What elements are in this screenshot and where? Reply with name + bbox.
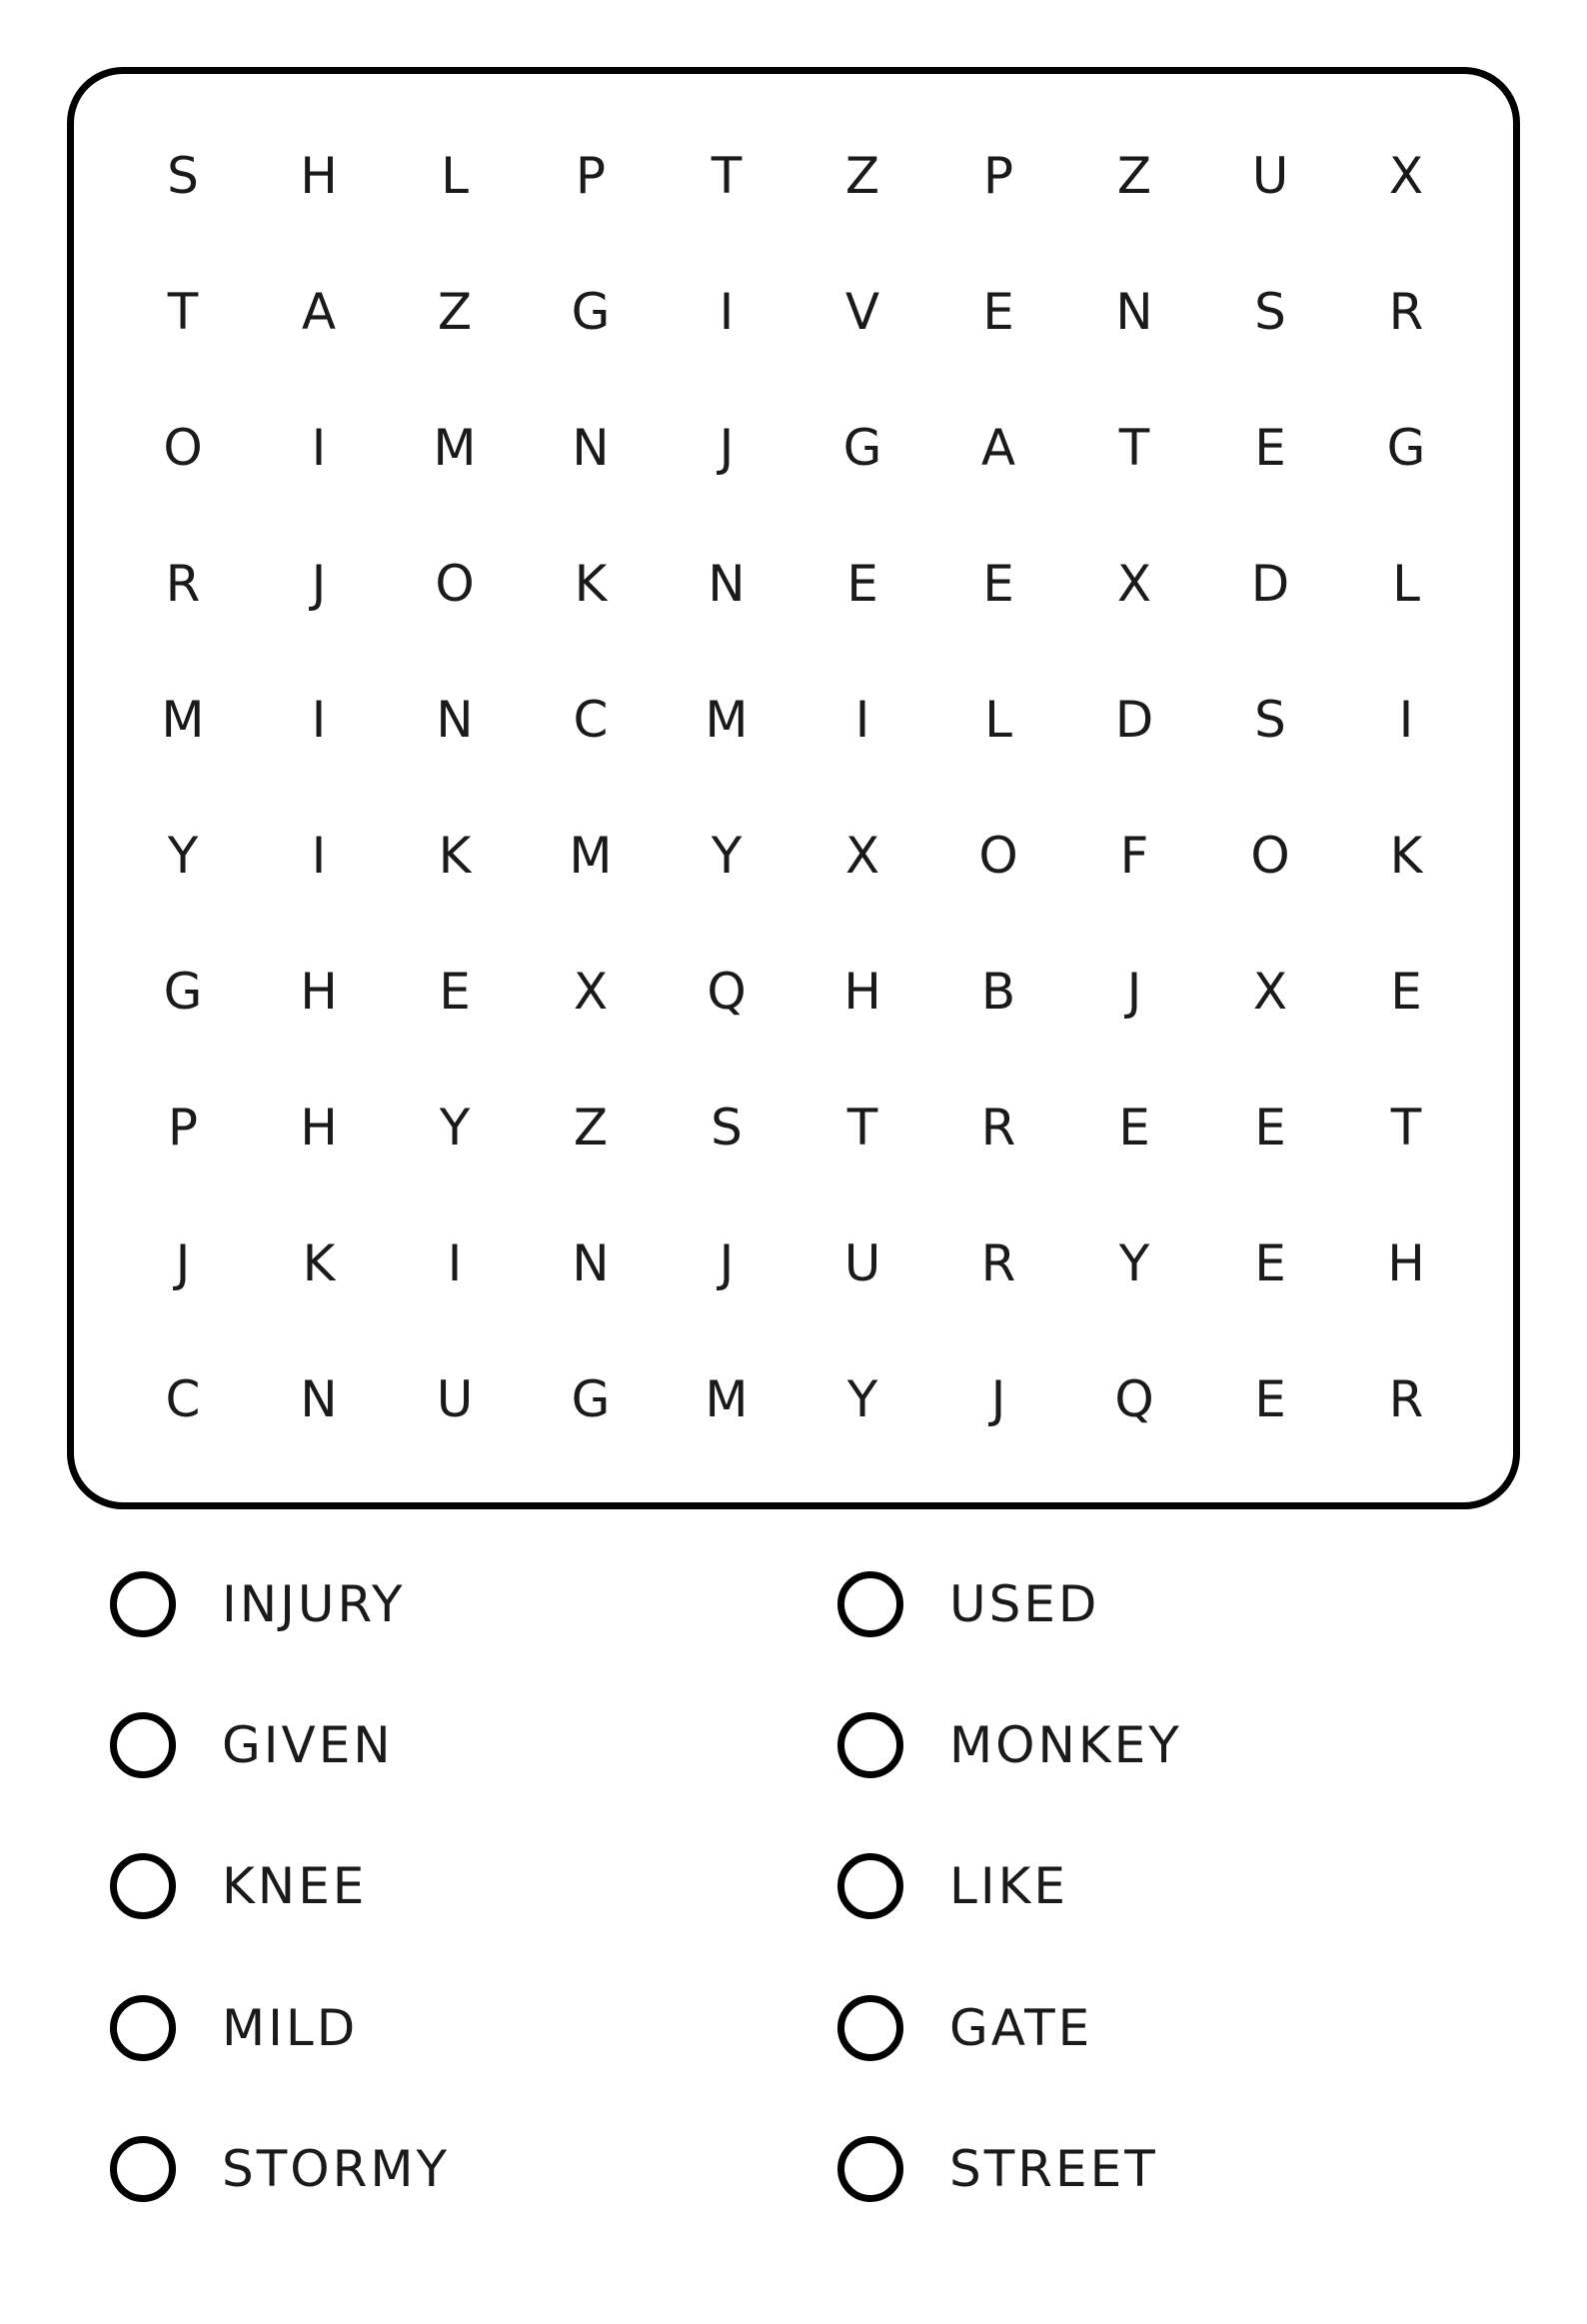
grid-letter-r1-c5[interactable]: T — [711, 147, 743, 205]
grid-letter-r8-c2[interactable]: H — [300, 1099, 338, 1157]
word-checkbox[interactable] — [837, 1853, 903, 1919]
grid-letter-r8-c10[interactable]: T — [1390, 1099, 1422, 1157]
grid-letter-r1-c3[interactable]: L — [441, 147, 469, 205]
grid-letter-r10-c10[interactable]: R — [1388, 1370, 1424, 1428]
grid-letter-r4-c9[interactable]: D — [1250, 555, 1290, 613]
letter-grid — [115, 108, 1474, 1467]
grid-letter-r7-c2[interactable]: H — [300, 963, 338, 1021]
grid-letter-r6-c10[interactable]: K — [1389, 827, 1423, 885]
grid-letter-r2-c5[interactable]: I — [719, 283, 735, 341]
word-label: LIKE — [949, 1857, 1068, 1915]
word-checkbox[interactable] — [837, 1571, 903, 1637]
grid-letter-r10-c4[interactable]: G — [571, 1370, 611, 1428]
grid-letter-r1-c8[interactable]: Z — [1116, 147, 1152, 205]
word-item[interactable] — [837, 1700, 1182, 1790]
grid-letter-r8-c3[interactable]: Y — [439, 1099, 471, 1157]
grid-letter-r7-c5[interactable]: Q — [707, 963, 747, 1021]
grid-letter-r10-c6[interactable]: Y — [846, 1370, 878, 1428]
grid-letter-r7-c7[interactable]: B — [980, 963, 1016, 1021]
grid-letter-r8-c7[interactable]: R — [980, 1099, 1016, 1157]
word-label: STORMY — [222, 2140, 451, 2198]
grid-letter-r3-c1[interactable]: O — [163, 419, 203, 477]
grid-letter-r1-c7[interactable]: P — [982, 147, 1014, 205]
grid-letter-r3-c6[interactable]: G — [842, 419, 882, 477]
word-label: KNEE — [222, 1857, 368, 1915]
word-label: MONKEY — [949, 1716, 1182, 1774]
grid-letter-r5-c4[interactable]: C — [573, 691, 609, 749]
grid-letter-r6-c7[interactable]: O — [978, 827, 1018, 885]
grid-letter-r9-c2[interactable]: K — [302, 1234, 336, 1292]
grid-letter-r5-c9[interactable]: S — [1254, 691, 1286, 749]
grid-letter-r4-c10[interactable]: L — [1392, 555, 1420, 613]
grid-letter-r9-c1[interactable]: J — [175, 1234, 191, 1292]
grid-letter-r1-c1[interactable]: S — [167, 147, 199, 205]
grid-letter-r9-c3[interactable]: I — [447, 1234, 463, 1292]
word-label: GATE — [949, 1999, 1093, 2057]
grid-letter-r5-c10[interactable]: I — [1398, 691, 1414, 749]
word-label: STREET — [949, 2140, 1158, 2198]
grid-letter-r5-c8[interactable]: D — [1114, 691, 1154, 749]
grid-letter-r7-c6[interactable]: H — [843, 963, 881, 1021]
grid-letter-r10-c5[interactable]: M — [705, 1370, 749, 1428]
word-item[interactable] — [110, 1983, 358, 2073]
grid-letter-r7-c1[interactable]: G — [163, 963, 203, 1021]
grid-letter-r4-c5[interactable]: N — [708, 555, 746, 613]
grid-letter-r2-c9[interactable]: S — [1254, 283, 1286, 341]
grid-letter-r6-c2[interactable]: I — [311, 827, 327, 885]
word-checkbox[interactable] — [110, 1712, 176, 1778]
word-item[interactable] — [837, 1983, 1092, 2073]
grid-letter-r6-c5[interactable]: Y — [711, 827, 743, 885]
word-item[interactable] — [837, 1559, 1099, 1649]
word-item[interactable] — [837, 2124, 1158, 2214]
word-label: USED — [949, 1575, 1100, 1633]
grid-letter-r2-c7[interactable]: E — [982, 283, 1014, 341]
grid-letter-r9-c9[interactable]: E — [1254, 1234, 1286, 1292]
grid-letter-r7-c9[interactable]: X — [1252, 963, 1288, 1021]
grid-letter-r6-c9[interactable]: O — [1250, 827, 1290, 885]
grid-letter-r7-c8[interactable]: J — [1126, 963, 1142, 1021]
word-label: INJURY — [222, 1575, 406, 1633]
word-checkbox[interactable] — [110, 1853, 176, 1919]
grid-letter-r9-c5[interactable]: J — [719, 1234, 735, 1292]
grid-letter-r1-c6[interactable]: Z — [844, 147, 880, 205]
grid-letter-r3-c4[interactable]: N — [572, 419, 610, 477]
word-item[interactable] — [837, 1841, 1068, 1931]
grid-letter-r10-c1[interactable]: C — [165, 1370, 201, 1428]
word-checkbox[interactable] — [837, 1712, 903, 1778]
grid-letter-r7-c3[interactable]: E — [439, 963, 471, 1021]
grid-letter-r4-c3[interactable]: O — [435, 555, 475, 613]
grid-letter-r6-c6[interactable]: X — [844, 827, 880, 885]
grid-letter-r4-c6[interactable]: E — [846, 555, 878, 613]
grid-letter-r1-c10[interactable]: X — [1388, 147, 1424, 205]
grid-letter-r2-c1[interactable]: T — [167, 283, 199, 341]
grid-letter-r8-c1[interactable]: P — [167, 1099, 199, 1157]
grid-letter-r1-c9[interactable]: U — [1251, 147, 1289, 205]
grid-letter-r3-c7[interactable]: A — [980, 419, 1016, 477]
grid-letter-r7-c4[interactable]: X — [573, 963, 609, 1021]
grid-letter-r3-c5[interactable]: J — [719, 419, 735, 477]
grid-letter-r4-c8[interactable]: X — [1116, 555, 1152, 613]
grid-letter-r5-c2[interactable]: I — [311, 691, 327, 749]
grid-letter-r4-c2[interactable]: J — [311, 555, 327, 613]
grid-letter-r6-c3[interactable]: K — [438, 827, 472, 885]
grid-letter-r2-c8[interactable]: N — [1115, 283, 1153, 341]
grid-letter-r5-c3[interactable]: N — [436, 691, 474, 749]
word-item[interactable] — [110, 1700, 394, 1790]
grid-letter-r2-c2[interactable]: A — [301, 283, 337, 341]
grid-letter-r6-c1[interactable]: Y — [167, 827, 199, 885]
word-label: MILD — [222, 1999, 359, 2057]
grid-letter-r4-c4[interactable]: K — [574, 555, 608, 613]
grid-letter-r2-c10[interactable]: R — [1388, 283, 1424, 341]
grid-letter-r2-c3[interactable]: Z — [437, 283, 473, 341]
grid-letter-r10-c7[interactable]: J — [990, 1370, 1006, 1428]
grid-letter-r2-c6[interactable]: V — [844, 283, 880, 341]
word-checkbox[interactable] — [110, 1571, 176, 1637]
grid-letter-r1-c2[interactable]: H — [300, 147, 338, 205]
grid-letter-r10-c3[interactable]: U — [436, 1370, 474, 1428]
grid-letter-r9-c6[interactable]: U — [843, 1234, 881, 1292]
grid-letter-r5-c1[interactable]: M — [161, 691, 205, 749]
grid-letter-r9-c4[interactable]: N — [572, 1234, 610, 1292]
grid-letter-r8-c4[interactable]: Z — [573, 1099, 609, 1157]
grid-letter-r3-c8[interactable]: T — [1118, 419, 1150, 477]
grid-letter-r8-c5[interactable]: S — [711, 1099, 743, 1157]
grid-letter-r3-c3[interactable]: M — [433, 419, 477, 477]
word-checkbox[interactable] — [837, 1995, 903, 2061]
grid-letter-r4-c1[interactable]: R — [165, 555, 201, 613]
word-checkbox[interactable] — [110, 1995, 176, 2061]
grid-letter-r9-c8[interactable]: Y — [1118, 1234, 1150, 1292]
grid-letter-r9-c7[interactable]: R — [980, 1234, 1016, 1292]
word-checkbox[interactable] — [110, 2136, 176, 2202]
word-item[interactable] — [110, 2124, 450, 2214]
grid-letter-r3-c2[interactable]: I — [311, 419, 327, 477]
grid-letter-r10-c2[interactable]: N — [300, 1370, 338, 1428]
grid-letter-r5-c7[interactable]: L — [984, 691, 1012, 749]
grid-letter-r3-c10[interactable]: G — [1386, 419, 1426, 477]
grid-letter-r8-c8[interactable]: E — [1118, 1099, 1150, 1157]
grid-letter-r2-c4[interactable]: G — [571, 283, 611, 341]
grid-letter-r10-c9[interactable]: E — [1254, 1370, 1286, 1428]
grid-letter-r8-c9[interactable]: E — [1254, 1099, 1286, 1157]
grid-letter-r5-c6[interactable]: I — [854, 691, 870, 749]
word-label: GIVEN — [222, 1716, 394, 1774]
grid-letter-r4-c7[interactable]: E — [982, 555, 1014, 613]
grid-letter-r5-c5[interactable]: M — [705, 691, 749, 749]
grid-letter-r9-c10[interactable]: H — [1387, 1234, 1425, 1292]
grid-letter-r7-c10[interactable]: E — [1390, 963, 1422, 1021]
grid-letter-r8-c6[interactable]: T — [846, 1099, 878, 1157]
word-item[interactable] — [110, 1841, 367, 1931]
grid-letter-r10-c8[interactable]: Q — [1114, 1370, 1154, 1428]
grid-letter-r1-c4[interactable]: P — [575, 147, 607, 205]
word-checkbox[interactable] — [837, 2136, 903, 2202]
word-list — [0, 1559, 1587, 2259]
grid-letter-r3-c9[interactable]: E — [1254, 419, 1286, 477]
grid-letter-r6-c8[interactable]: F — [1119, 827, 1149, 885]
grid-letter-r6-c4[interactable]: M — [569, 827, 613, 885]
word-item[interactable] — [110, 1559, 406, 1649]
